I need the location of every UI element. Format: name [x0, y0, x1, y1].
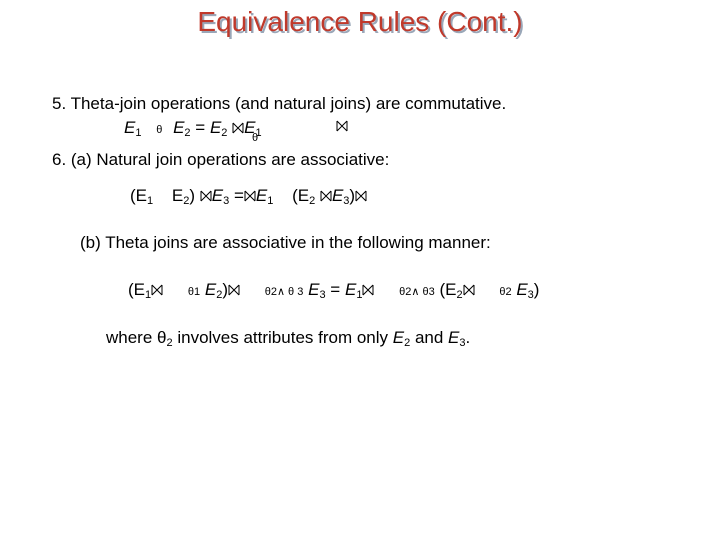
join-icon: [336, 120, 348, 132]
equals-sign: =: [233, 186, 244, 205]
subscript: 1: [255, 127, 262, 139]
where-text: where θ: [106, 328, 167, 347]
page-title: Equivalence Rules (Cont.): [197, 6, 523, 37]
subscript: 2: [183, 195, 190, 207]
close-paren: ): [189, 186, 195, 205]
open-paren-e: (E: [128, 280, 145, 299]
join-icon: [200, 190, 212, 202]
rule-6b-text: (b) Theta joins are associative in the following manner:: [80, 233, 491, 252]
symbol-e: E: [211, 186, 224, 205]
subscript: 3: [343, 195, 350, 207]
where-text: and: [410, 328, 449, 347]
symbol-e: E: [516, 280, 528, 299]
symbol-e: E: [171, 186, 184, 205]
close-paren: ): [349, 186, 356, 205]
symbol-e: E: [448, 328, 460, 347]
subscript: 1: [147, 195, 154, 207]
symbol-e: E: [204, 280, 217, 299]
period: .: [465, 328, 471, 347]
symbol-e: E: [331, 186, 344, 205]
where-text: involves attributes from only: [172, 328, 393, 347]
subscript: 2: [404, 337, 411, 349]
subscript: 1: [145, 289, 152, 301]
theta-symbol: θ: [252, 132, 259, 144]
join-icon: [244, 190, 256, 202]
open-paren-e: (E: [130, 186, 147, 205]
symbol-e: E: [124, 118, 136, 137]
join-icon: [151, 284, 163, 296]
subscript: 2: [456, 289, 463, 301]
rule-6a-formula: [130, 186, 367, 206]
join-icon: [362, 284, 374, 296]
theta-subscript: θ2∧ θ3: [399, 286, 435, 298]
subscript: 2: [216, 289, 223, 301]
theta-symbol: θ: [156, 124, 163, 136]
join-icon: [228, 284, 240, 296]
theta-subscript: θ1: [187, 286, 201, 298]
symbol-e: E: [244, 118, 256, 137]
symbol-e: E: [173, 118, 185, 137]
subscript: 1: [267, 195, 274, 207]
subscript: 3: [527, 289, 534, 301]
equals-sign: =: [330, 280, 341, 299]
rule-6a-text: 6. (a) Natural join operations are associative:: [52, 150, 390, 169]
subscript: 3: [223, 195, 230, 207]
close-paren: ): [533, 280, 540, 299]
where-note: [106, 328, 470, 348]
close-paren: ): [222, 280, 228, 299]
join-icon: [463, 284, 475, 296]
symbol-e: E: [392, 328, 405, 347]
open-paren-e: (E: [292, 186, 310, 205]
subscript: 3: [459, 337, 466, 349]
join-icon: [320, 190, 332, 202]
theta-subscript: θ2∧ θ 3: [264, 286, 304, 298]
subscript: 1: [356, 289, 363, 301]
subscript: 2: [166, 337, 173, 349]
subscript: 2: [184, 127, 191, 139]
symbol-e: E: [209, 118, 222, 137]
subscript: 2: [309, 195, 316, 207]
symbol-e: E: [308, 280, 320, 299]
rule-5-text: 5. Theta-join operations (and natural joins) are commutative.: [52, 94, 507, 113]
rule-5-formula: [124, 118, 262, 144]
subscript: 2: [221, 127, 228, 139]
subscript: 3: [319, 289, 326, 301]
equals-sign: =: [195, 118, 206, 137]
symbol-e: E: [344, 280, 357, 299]
join-icon: [232, 122, 244, 134]
open-paren-e: (E: [439, 280, 457, 299]
theta-subscript: θ2: [499, 286, 512, 298]
rule-6b-formula: [128, 280, 539, 302]
symbol-e: E: [255, 186, 268, 205]
subscript: 1: [135, 127, 142, 139]
join-icon: [355, 190, 367, 202]
